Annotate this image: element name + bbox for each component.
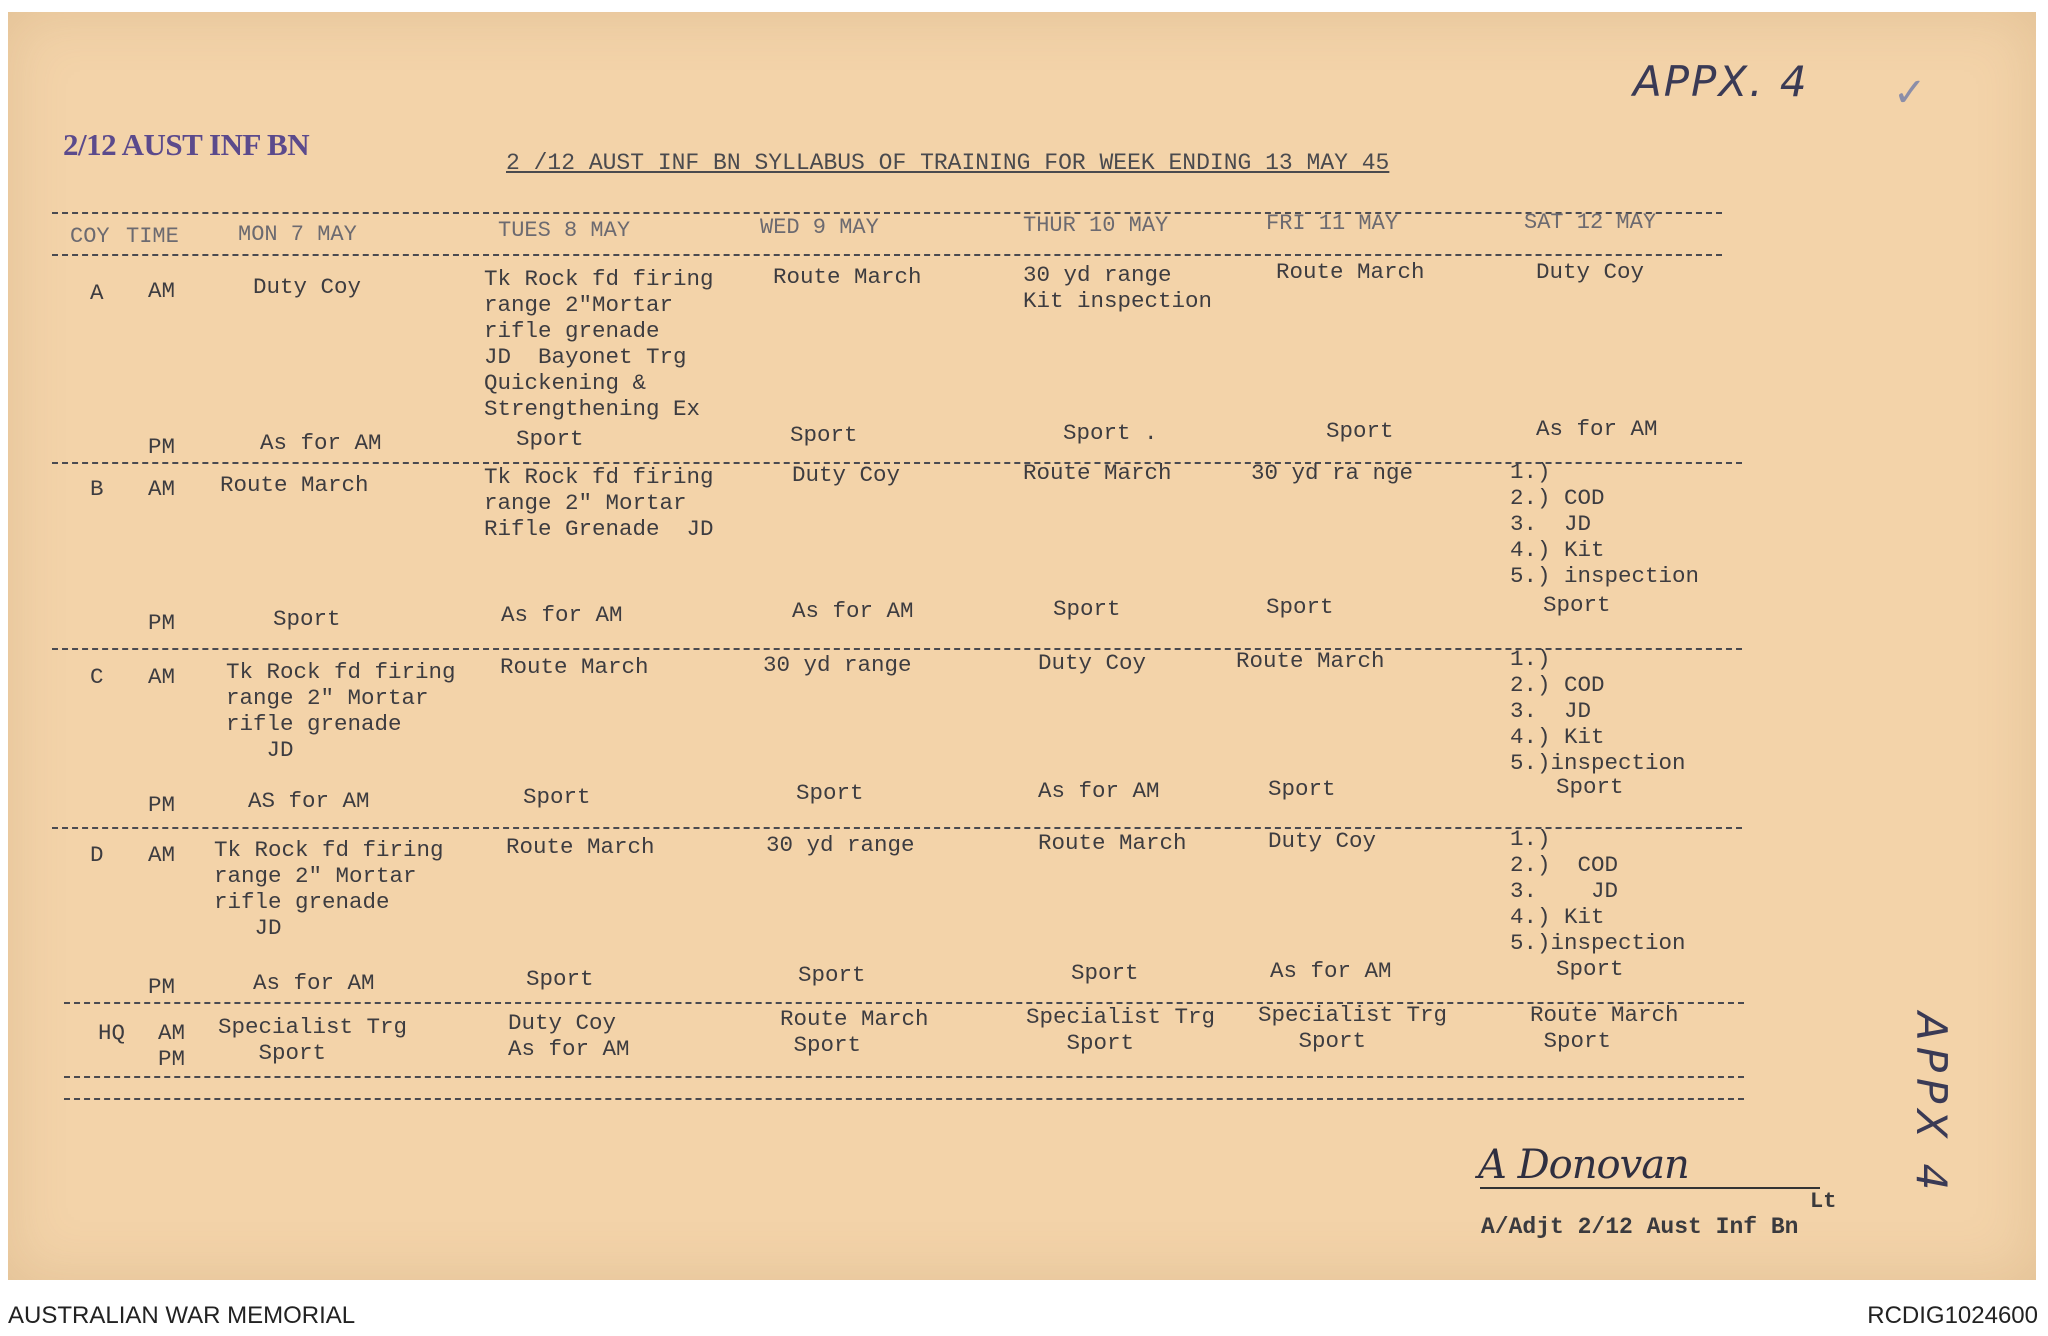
footer-source: AUSTRALIAN WAR MEMORIAL	[8, 1302, 356, 1329]
coy-label: B	[90, 476, 104, 502]
table-rule	[64, 1098, 1744, 1100]
cell-fri: Duty Coy	[1268, 828, 1377, 854]
cell-mon: Sport	[273, 606, 341, 632]
cell-sat: Duty Coy	[1536, 259, 1645, 285]
cell-tue: As for AM	[501, 602, 623, 628]
header-time: TIME	[126, 224, 179, 249]
cell-wed: As for AM	[792, 598, 914, 624]
cell-fri: Sport	[1326, 418, 1394, 444]
time-label: AM	[148, 842, 176, 868]
document-title: 2 /12 AUST INF BN SYLLABUS OF TRAINING FOR WEEK ENDING 13 MAY 45	[506, 150, 1390, 176]
coy-label: A	[90, 280, 104, 306]
table-rule	[64, 1002, 1744, 1004]
cell-thu: Route March	[1038, 830, 1187, 856]
cell-tue: Sport	[523, 784, 591, 810]
cell-mon: Specialist Trg Sport	[218, 1014, 408, 1066]
cell-tue: Route March	[500, 654, 649, 680]
header-fri: FRI 11 MAY	[1266, 211, 1399, 236]
cell-wed: Sport	[790, 422, 858, 448]
time-label: AM	[148, 664, 176, 690]
cell-sat: Sport	[1556, 774, 1624, 800]
cell-tue: Tk Rock fd firing range 2"Mortar rifle grenade JD Bayonet Trg Quickening & Strengthening Ex	[484, 266, 714, 422]
cell-sat: Sport	[1556, 956, 1624, 982]
cell-thu: Route March	[1023, 460, 1172, 486]
cell-sat: 1.) 2.) COD 3. JD 4.) Kit 5.)inspection	[1510, 826, 1686, 956]
header-coy: COY	[70, 224, 110, 249]
cell-tue: Sport	[516, 426, 584, 452]
cell-fri: Sport	[1266, 594, 1334, 620]
signature-role: A/Adjt 2/12 Aust Inf Bn	[1481, 1214, 1799, 1240]
cell-fri: Route March	[1236, 648, 1385, 674]
header-wed: WED 9 MAY	[760, 215, 879, 240]
cell-wed: 30 yd range	[763, 652, 912, 678]
cell-thu: 30 yd range Kit inspection	[1023, 262, 1213, 314]
table-rule	[64, 1076, 1744, 1078]
signature: A Donovan	[1478, 1142, 1689, 1188]
time-label: AM	[148, 476, 176, 502]
cell-mon: Tk Rock fd firing range 2" Mortar rifle grenade JD	[226, 659, 456, 763]
coy-label: C	[90, 664, 104, 690]
cell-wed: Route March	[773, 264, 922, 290]
cell-sat: Route March Sport	[1530, 1002, 1679, 1054]
cell-wed: Duty Coy	[792, 462, 901, 488]
table-rule	[52, 648, 1742, 650]
cell-mon: Tk Rock fd firing range 2" Mortar rifle grenade JD	[214, 837, 444, 941]
cell-fri: Sport	[1268, 776, 1336, 802]
header-mon: MON 7 MAY	[238, 222, 357, 247]
cell-tue: Duty Coy As for AM	[508, 1010, 630, 1062]
cell-fri: As for AM	[1270, 958, 1392, 984]
document-sheet	[8, 12, 2036, 1280]
signature-rank: Lt	[1810, 1189, 1837, 1214]
appendix-label-top: APPX. 4	[1633, 57, 1809, 106]
cell-fri: Route March	[1276, 259, 1425, 285]
cell-fri: Specialist Trg Sport	[1258, 1002, 1448, 1054]
unit-stamp: 2/12 AUST INF BN	[63, 127, 310, 162]
cell-fri: 30 yd ra nge	[1251, 460, 1414, 486]
table-rule	[52, 254, 1722, 256]
coy-label: D	[90, 842, 104, 868]
time-label: PM	[148, 610, 176, 636]
cell-wed: Sport	[796, 780, 864, 806]
cell-thu: Duty Coy	[1038, 650, 1147, 676]
cell-thu: As for AM	[1038, 778, 1160, 804]
cell-tue: Tk Rock fd firing range 2" Mortar Rifle Grenade JD	[484, 464, 714, 542]
cell-sat: As for AM	[1536, 416, 1658, 442]
time-label: PM	[148, 434, 176, 460]
cell-thu: Sport	[1053, 596, 1121, 622]
cell-tue: Route March	[506, 834, 655, 860]
cell-mon: Route March	[220, 472, 369, 498]
cell-thu: Specialist Trg Sport	[1026, 1004, 1216, 1056]
cell-wed: Sport	[798, 962, 866, 988]
cell-sat: Sport	[1543, 592, 1611, 618]
cell-mon: As for AM	[260, 430, 382, 456]
cell-mon: Duty Coy	[253, 274, 362, 300]
header-thu: THUR 10 MAY	[1023, 213, 1169, 238]
cell-thu: Sport .	[1063, 420, 1158, 446]
cell-tue: Sport	[526, 966, 594, 992]
table-rule	[52, 827, 1742, 829]
cell-mon: AS for AM	[248, 788, 370, 814]
cell-sat: 1.) 2.) COD 3. JD 4.) Kit 5.)inspection	[1510, 646, 1686, 776]
signature-line	[1480, 1187, 1820, 1189]
check-mark-icon: ✓	[1893, 70, 1927, 116]
header-sat: SAT 12 MAY	[1524, 210, 1657, 235]
appendix-label-side: APPX 4	[1907, 1012, 1956, 1197]
cell-mon: As for AM	[253, 970, 375, 996]
cell-sat: 1.) 2.) COD 3. JD 4.) Kit 5.) inspection	[1510, 459, 1700, 589]
cell-wed: Route March Sport	[780, 1006, 929, 1058]
header-tue: TUES 8 MAY	[498, 218, 631, 243]
table-rule	[52, 212, 1722, 214]
cell-wed: 30 yd range	[766, 832, 915, 858]
time-label: AM PM	[158, 1020, 186, 1072]
coy-label: HQ	[98, 1020, 126, 1046]
time-label: AM	[148, 278, 176, 304]
time-label: PM	[148, 792, 176, 818]
footer-id: RCDIG1024600	[1867, 1302, 2038, 1329]
cell-thu: Sport	[1071, 960, 1139, 986]
time-label: PM	[148, 974, 176, 1000]
